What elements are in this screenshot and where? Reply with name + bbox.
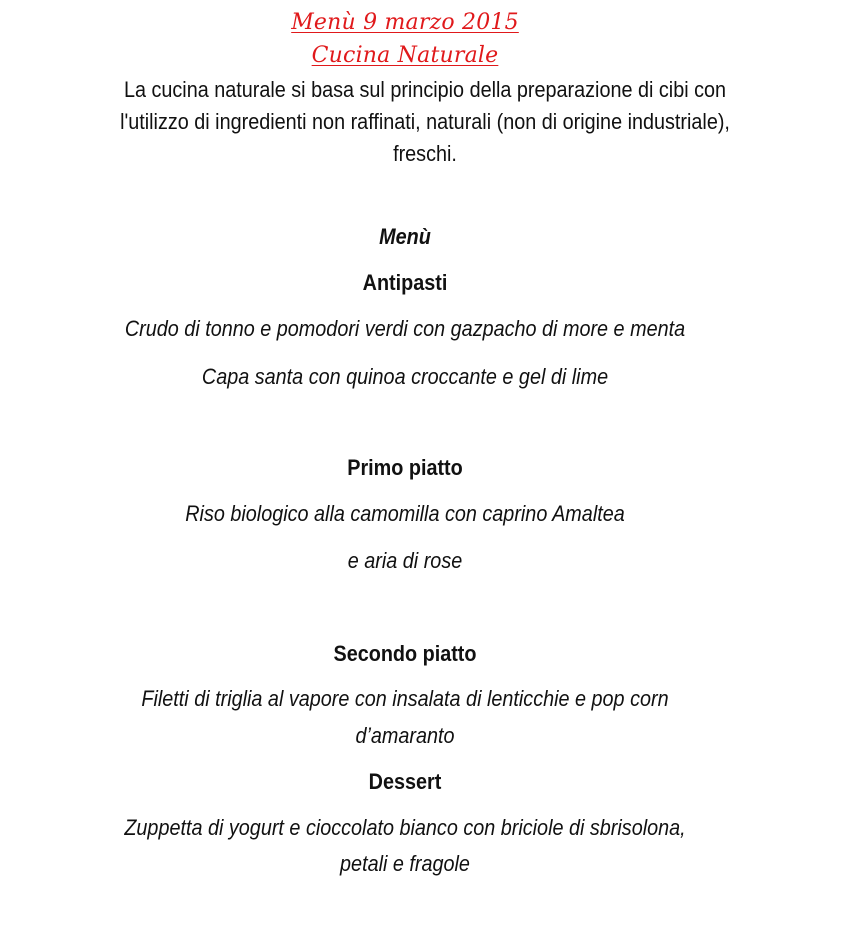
intro-line-1: La cucina naturale si basa sul principio della preparazione di cibi con — [123, 77, 727, 102]
intro-line-2: l'utilizzo di ingredienti non raffinati, naturali (non di origine industriale), — [120, 109, 730, 134]
menu-subtitle: Cucina Naturale — [311, 43, 499, 68]
course-heading-antipasti: Antipasti — [362, 270, 448, 295]
dish-antipasti-2: Capa santa con quinoa croccante e gel di lime — [201, 364, 609, 389]
dish-antipasti-1: Crudo di tonno e pomodori verdi con gazpacho di more e menta — [124, 316, 686, 341]
dish-dessert-line-1: Zuppetta di yogurt e cioccolato bianco con briciole di sbrisolona, — [124, 815, 686, 840]
dish-primo-line-1: Riso biologico alla camomilla con caprino Amaltea — [185, 501, 625, 526]
course-heading-secondo: Secondo piatto — [333, 641, 477, 666]
dish-secondo-line-2: d’amaranto — [355, 723, 455, 748]
dish-dessert-line-2: petali e fragole — [340, 851, 470, 876]
intro-line-3: freschi. — [393, 141, 457, 166]
dish-primo-line-2: e aria di rose — [347, 548, 463, 573]
dish-secondo-line-1: Filetti di triglia al vapore con insalata di lenticchie e pop corn — [141, 686, 669, 711]
menu-label: Menù — [379, 224, 431, 249]
course-heading-dessert: Dessert — [368, 769, 442, 794]
course-heading-primo: Primo piatto — [347, 455, 463, 480]
menu-title: Menù 9 marzo 2015 — [291, 10, 519, 35]
